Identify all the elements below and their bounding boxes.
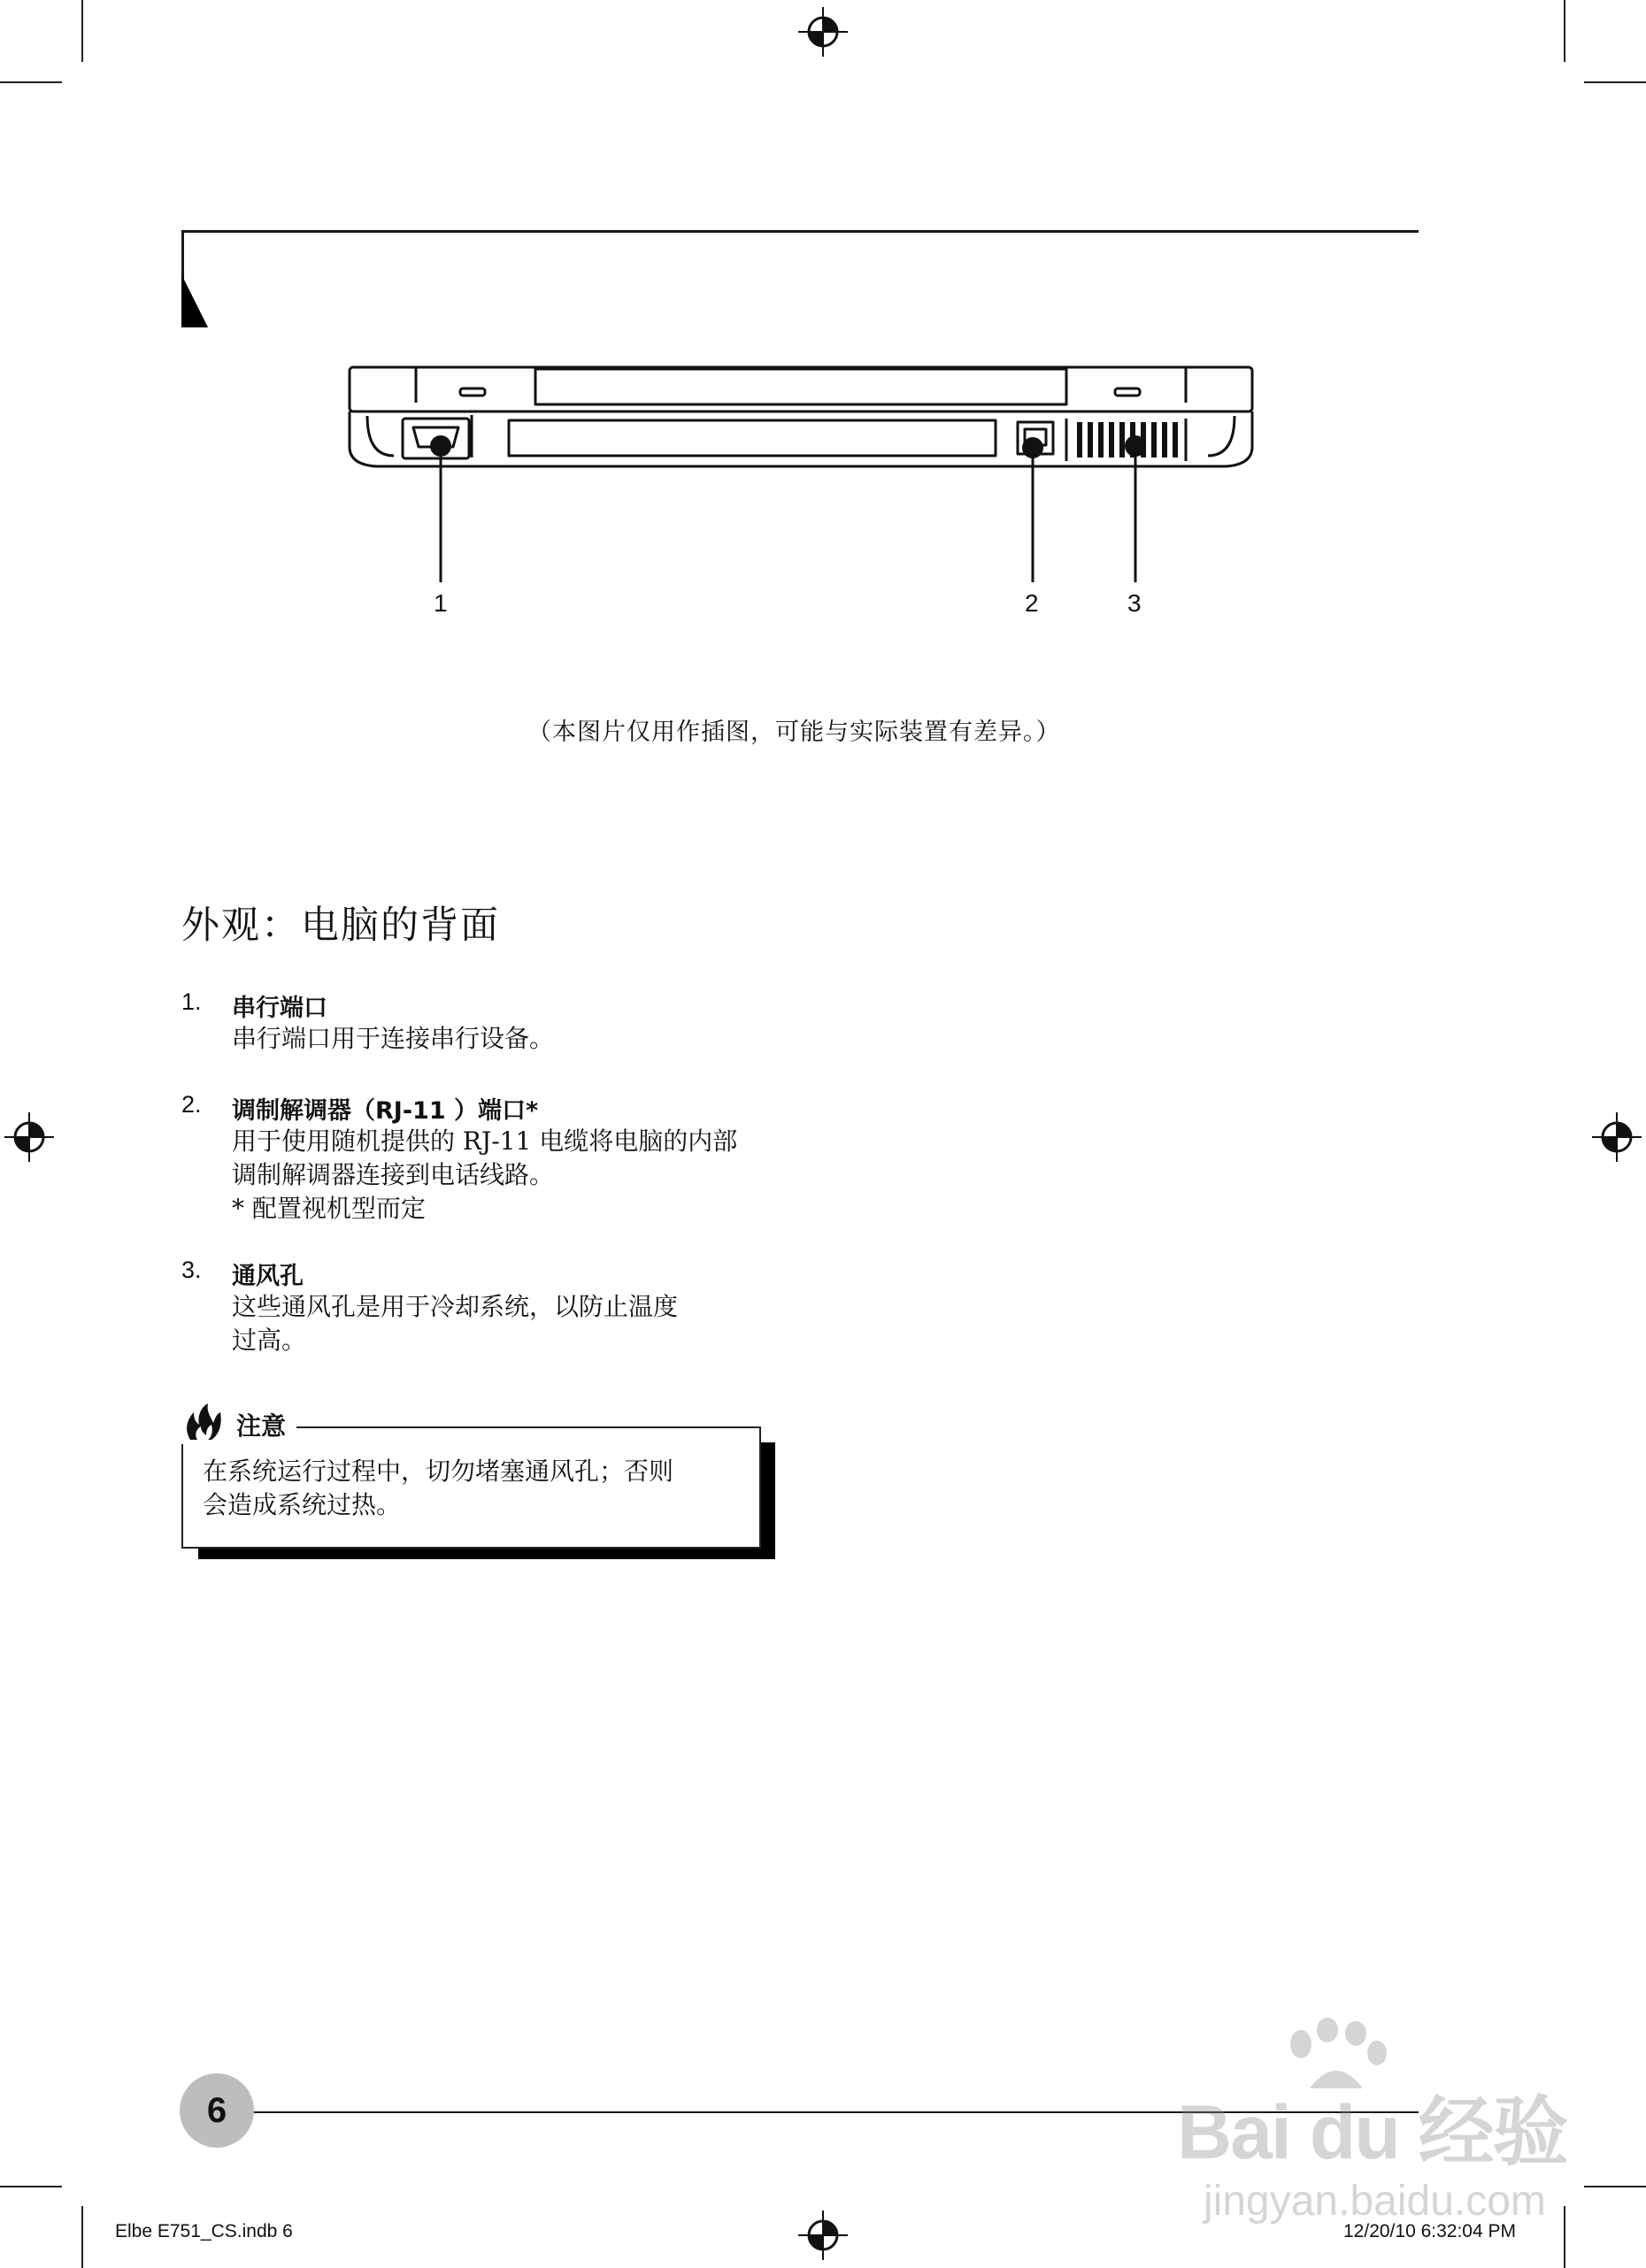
item-title: 串行端口 xyxy=(232,995,327,1022)
caution-label: 注意 xyxy=(236,1411,287,1441)
figure-caption: （本图片仅用作插图，可能与实际装置有差异。） xyxy=(527,719,1061,746)
item-title: 调制解调器（RJ-11 ）端口* xyxy=(232,1097,539,1125)
item-title: 通风孔 xyxy=(232,1263,304,1290)
callout-2: 2 xyxy=(1025,589,1039,617)
caution-box xyxy=(181,1426,761,1549)
list-item-modem-port xyxy=(181,1091,819,1233)
description-line: 用于使用随机提供的 RJ-11 电缆将电脑的内部 xyxy=(232,1126,738,1156)
description-line: 串行端口用于连接串行设备。 xyxy=(232,1024,555,1053)
caution-flame-icon xyxy=(181,1400,226,1444)
baidu-watermark xyxy=(1142,2018,1567,2225)
slug-timestamp: 12/20/10 6:32:04 PM xyxy=(1343,2221,1516,2241)
item-description xyxy=(232,1290,798,1357)
callout-1: 1 xyxy=(434,589,448,617)
crop-mark xyxy=(1564,0,1565,62)
item-number: 2. xyxy=(181,1091,202,1118)
watermark-url: jingyan.baidu.com xyxy=(1204,2178,1546,2225)
item-description xyxy=(232,1125,798,1226)
header-rule xyxy=(181,230,1419,233)
crop-mark xyxy=(81,2206,83,2268)
list-item-vents xyxy=(181,1257,819,1363)
description-line: 这些通风孔是用于冷却系统，以防止温度 xyxy=(232,1292,679,1321)
caution-line: 在系统运行过程中，切勿堵塞通风孔；否则 xyxy=(203,1457,674,1486)
item-number: 1. xyxy=(181,988,202,1015)
crop-mark xyxy=(1584,81,1646,83)
watermark-brand: Bai du 经验 xyxy=(1177,2090,1567,2175)
item-description xyxy=(232,1022,798,1056)
callout-3: 3 xyxy=(1127,589,1142,617)
caution-text xyxy=(203,1455,673,1522)
registration-mark-icon xyxy=(796,5,850,58)
crop-mark xyxy=(1584,2186,1646,2187)
caution-header-rule xyxy=(296,1426,758,1428)
caution-line: 会造成系统过热。 xyxy=(203,1490,402,1519)
slug-file: Elbe E751_CS.indb 6 xyxy=(115,2221,293,2241)
caution-header xyxy=(181,1400,305,1444)
section-title: 外观：电脑的背面 xyxy=(181,903,500,948)
corner-triangle xyxy=(181,274,208,327)
crop-mark xyxy=(81,0,83,62)
registration-mark-icon xyxy=(1590,1111,1643,1164)
page-number: 6 xyxy=(206,2091,227,2130)
crop-mark xyxy=(0,81,62,83)
list-item-serial-port xyxy=(181,988,819,1059)
item-number: 3. xyxy=(181,1257,202,1283)
description-line: * 配置视机型而定 xyxy=(232,1194,426,1223)
laptop-rear-illustration xyxy=(341,358,1261,615)
registration-mark-icon xyxy=(3,1111,56,1164)
crop-mark xyxy=(0,2186,62,2187)
page-number-badge xyxy=(180,2073,254,2148)
description-line: 调制解调器连接到电话线路。 xyxy=(232,1160,555,1189)
crop-mark xyxy=(1564,2206,1565,2268)
registration-mark-icon xyxy=(796,2209,850,2262)
description-line: 过高。 xyxy=(232,1326,307,1355)
